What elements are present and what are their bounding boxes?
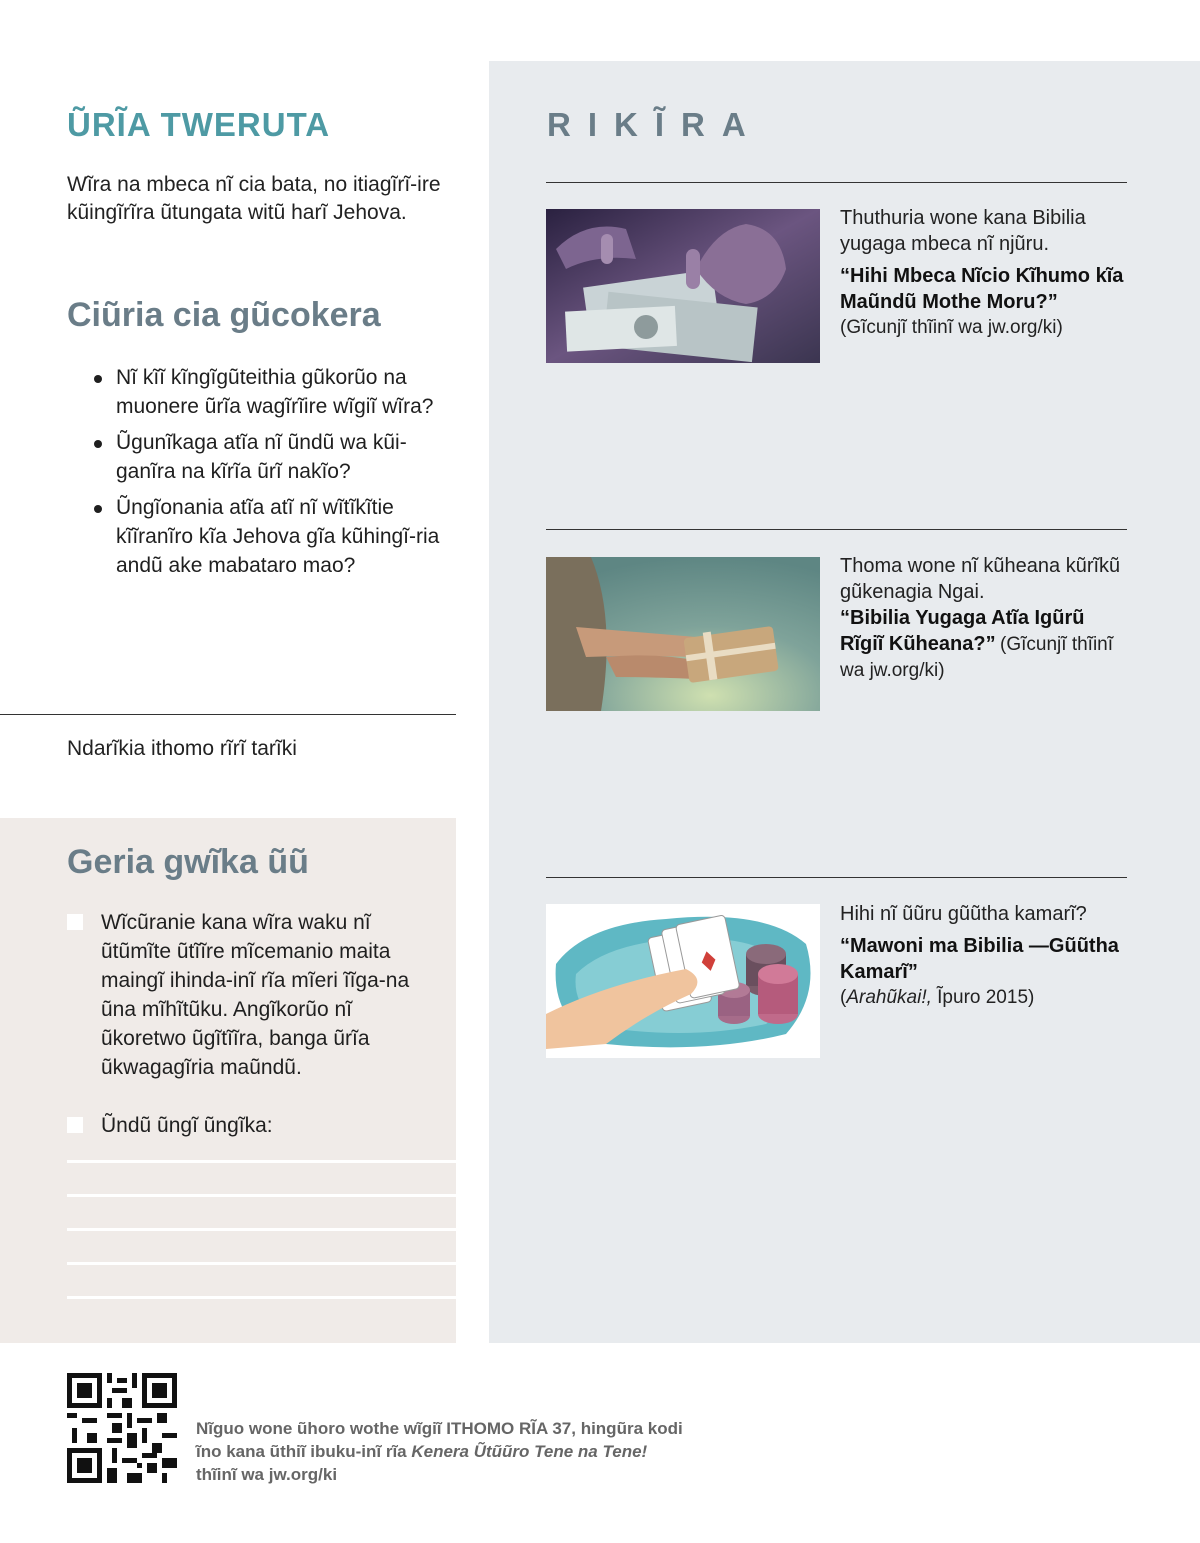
hands-giving-gift-image [546,557,820,711]
section-heading-explore: RIKĨRA [547,106,763,143]
footer-line: Nĩguo wone ũhoro wothe wĩgiĩ ITHOMO RĨA 37, hingũra kodi [196,1419,683,1438]
footer-note [196,1417,756,1486]
try-item-text: Ũndũ ũngĩ ũngĩka: [101,1114,273,1137]
card-3-text [840,901,1130,1011]
writing-line[interactable] [67,1262,456,1265]
card-description: Hihi nĩ ũũru gũũtha kamarĩ? [840,903,1087,925]
card-2-text [840,553,1130,684]
list-item [67,908,437,1082]
footer-line: ĩno kana ũthiĩ ibuku-inĩ rĩa Kenera Ũtũũro Tene na Tene! [196,1442,648,1461]
book-title: Kenera Ũtũũro Tene na Tene! [411,1442,648,1461]
review-questions-heading: Ciũria cia gũcokera [67,296,381,334]
qr-code-icon[interactable] [67,1373,177,1483]
article-link-title[interactable]: “Bibilia Yugaga Atĩa Igũrũ Rĩgiĩ Kũheana?” [840,607,1085,655]
checkbox[interactable] [67,914,83,930]
article-source: (Gĩcunjĩ thĩinĩ wa jw.org/ki) [840,317,1063,338]
article-source: (Gĩcunjĩ thĩinĩ wa jw.org/ki) [840,634,1114,681]
writing-line[interactable] [67,1194,456,1197]
list-item [67,1111,437,1140]
writing-line[interactable] [67,1228,456,1231]
article-link-title[interactable]: “Mawoni ma Bibilia —Gũũtha Kamarĩ” [840,935,1119,983]
card-1-text [840,205,1130,341]
section-heading-what-we-learned: ŨRĨA TWERUTA [67,106,331,143]
writing-line[interactable] [67,1160,456,1163]
divider [0,714,456,715]
playing-cards-and-chips-image [546,904,820,1058]
divider [546,529,1127,530]
checkbox[interactable] [67,1117,83,1133]
hands-over-money-image [546,209,820,363]
card-description: Thuthuria wone kana Bibilia yugaga mbeca nĩ njũru. [840,207,1086,255]
list-item: Nĩ kĩĩ kĩngĩgũteithia gũkorũo na muonere ũrĩa wagĩrĩire wĩgiĩ wĩra? [92,363,462,421]
try-this-list [67,908,437,1140]
divider [546,182,1127,183]
intro-paragraph: Wĩra na mbeca nĩ cia bata, no itiagĩrĩ-ire kũingĩrĩra ũtungata witũ harĩ Jehova. [67,173,441,224]
list-item: Ũngĩonania atĩa atĩ nĩ wĩtĩkĩtie kĩĩranĩro kĩa Jehova gĩa kũhingĩ-ria andũ ake mabataro mao? [92,493,462,580]
writing-line[interactable] [67,1296,456,1299]
list-item: Ũgunĩkaga atĩa nĩ ũndũ wa kũi-ganĩra na kĩrĩa ũrĩ nakĩo? [92,428,462,486]
article-source: (Arahũkai!, Ĩpuro 2015) [840,987,1035,1008]
completion-date-label: Ndarĩkia ithomo rĩrĩ tarĩki [67,737,297,760]
footer-link[interactable]: thĩinĩ wa jw.org/ki [196,1465,338,1484]
article-link-title[interactable]: “Hihi Mbeca Nĩcio Kĩhumo kĩa Maũndũ Mothe Moru?” [840,265,1124,313]
try-item-text: Wĩcũranie kana wĩra waku nĩ ũtũmĩte ũtĩĩre mĩcemanio maita maingĩ ihinda-inĩ rĩa mĩeri ĩĩga-na ũna mĩhĩtũku. Angĩkorũo nĩ ũkoretwo ũgĩtĩĩra, banga ũrĩa ũkwagagĩria maũndũ. [101,911,410,1079]
review-questions-list [92,363,462,587]
divider [546,877,1127,878]
try-this-heading: Geria gwĩka ũũ [67,843,309,881]
card-description: Thoma wone nĩ kũheana kũrĩkũ gũkenagia Ngai. [840,555,1121,603]
